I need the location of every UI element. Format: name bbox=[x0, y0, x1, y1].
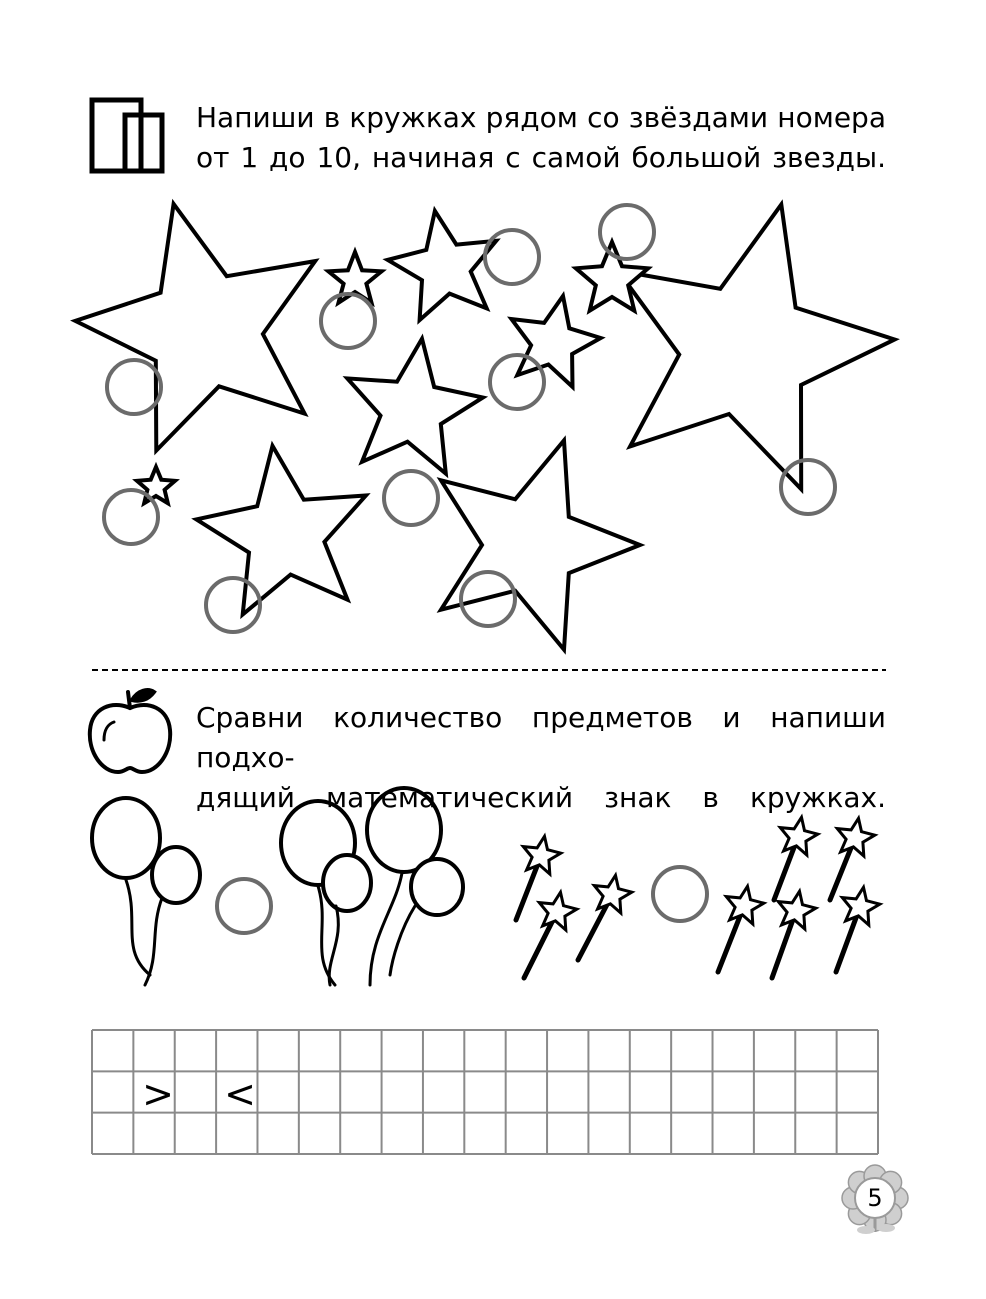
balloon-4 bbox=[323, 855, 371, 911]
balloon-2 bbox=[152, 847, 200, 903]
answer-circle-1[interactable] bbox=[107, 360, 161, 414]
wands-group bbox=[516, 817, 880, 978]
compare-circle-wands[interactable] bbox=[653, 867, 707, 921]
answer-circle-4[interactable] bbox=[600, 205, 654, 259]
writing-grid[interactable] bbox=[92, 1030, 878, 1154]
answer-circle-3[interactable] bbox=[485, 230, 539, 284]
answer-circle-5[interactable] bbox=[490, 355, 544, 409]
task2-line-1: Сравни количество предметов и напиши подхо- bbox=[196, 701, 886, 774]
task1-line-1: Напиши в кружках рядом со звёздами номера bbox=[196, 101, 886, 134]
wand-star-2 bbox=[539, 892, 577, 930]
star-7 bbox=[511, 296, 600, 387]
task1-line-2: от 1 до 10, начиная с самой большой звезды. bbox=[196, 141, 886, 174]
answer-circle-2[interactable] bbox=[321, 294, 375, 348]
balloon-string-1 bbox=[126, 880, 150, 975]
wand-star-6 bbox=[726, 886, 764, 924]
task1-icon bbox=[92, 100, 162, 171]
grid-sign-greater: > bbox=[142, 1072, 174, 1116]
balloon-string-5 bbox=[370, 873, 402, 985]
task2-line-2: дящий математический знак в кружках. bbox=[196, 781, 886, 814]
balloon-string-4 bbox=[329, 906, 338, 985]
balloon-1 bbox=[92, 798, 160, 878]
star-4 bbox=[196, 446, 366, 615]
star-6 bbox=[388, 211, 497, 320]
wand-star-8 bbox=[842, 887, 880, 925]
task2-instructions bbox=[196, 698, 886, 818]
answer-circle-8[interactable] bbox=[104, 490, 158, 544]
task1-instructions bbox=[196, 98, 886, 178]
star-5 bbox=[347, 339, 483, 474]
balloon-6 bbox=[411, 859, 463, 915]
star-2 bbox=[618, 205, 895, 490]
star-1 bbox=[75, 204, 315, 451]
compare-circle-balloons[interactable] bbox=[217, 879, 271, 933]
page-number: 5 bbox=[867, 1184, 883, 1212]
balloon-string-6 bbox=[390, 906, 415, 975]
star-10 bbox=[137, 467, 175, 503]
answer-circle-6[interactable] bbox=[781, 460, 835, 514]
wand-star-7 bbox=[778, 891, 816, 929]
stars-group bbox=[75, 204, 894, 650]
wand-star-1 bbox=[523, 836, 561, 874]
wand-star-5 bbox=[837, 818, 875, 856]
grid-sign-less: < bbox=[224, 1072, 256, 1116]
answer-circle-7[interactable] bbox=[384, 471, 438, 525]
wand-star-3 bbox=[594, 875, 632, 913]
apple-icon bbox=[90, 690, 170, 772]
wand-star-4 bbox=[780, 817, 818, 855]
